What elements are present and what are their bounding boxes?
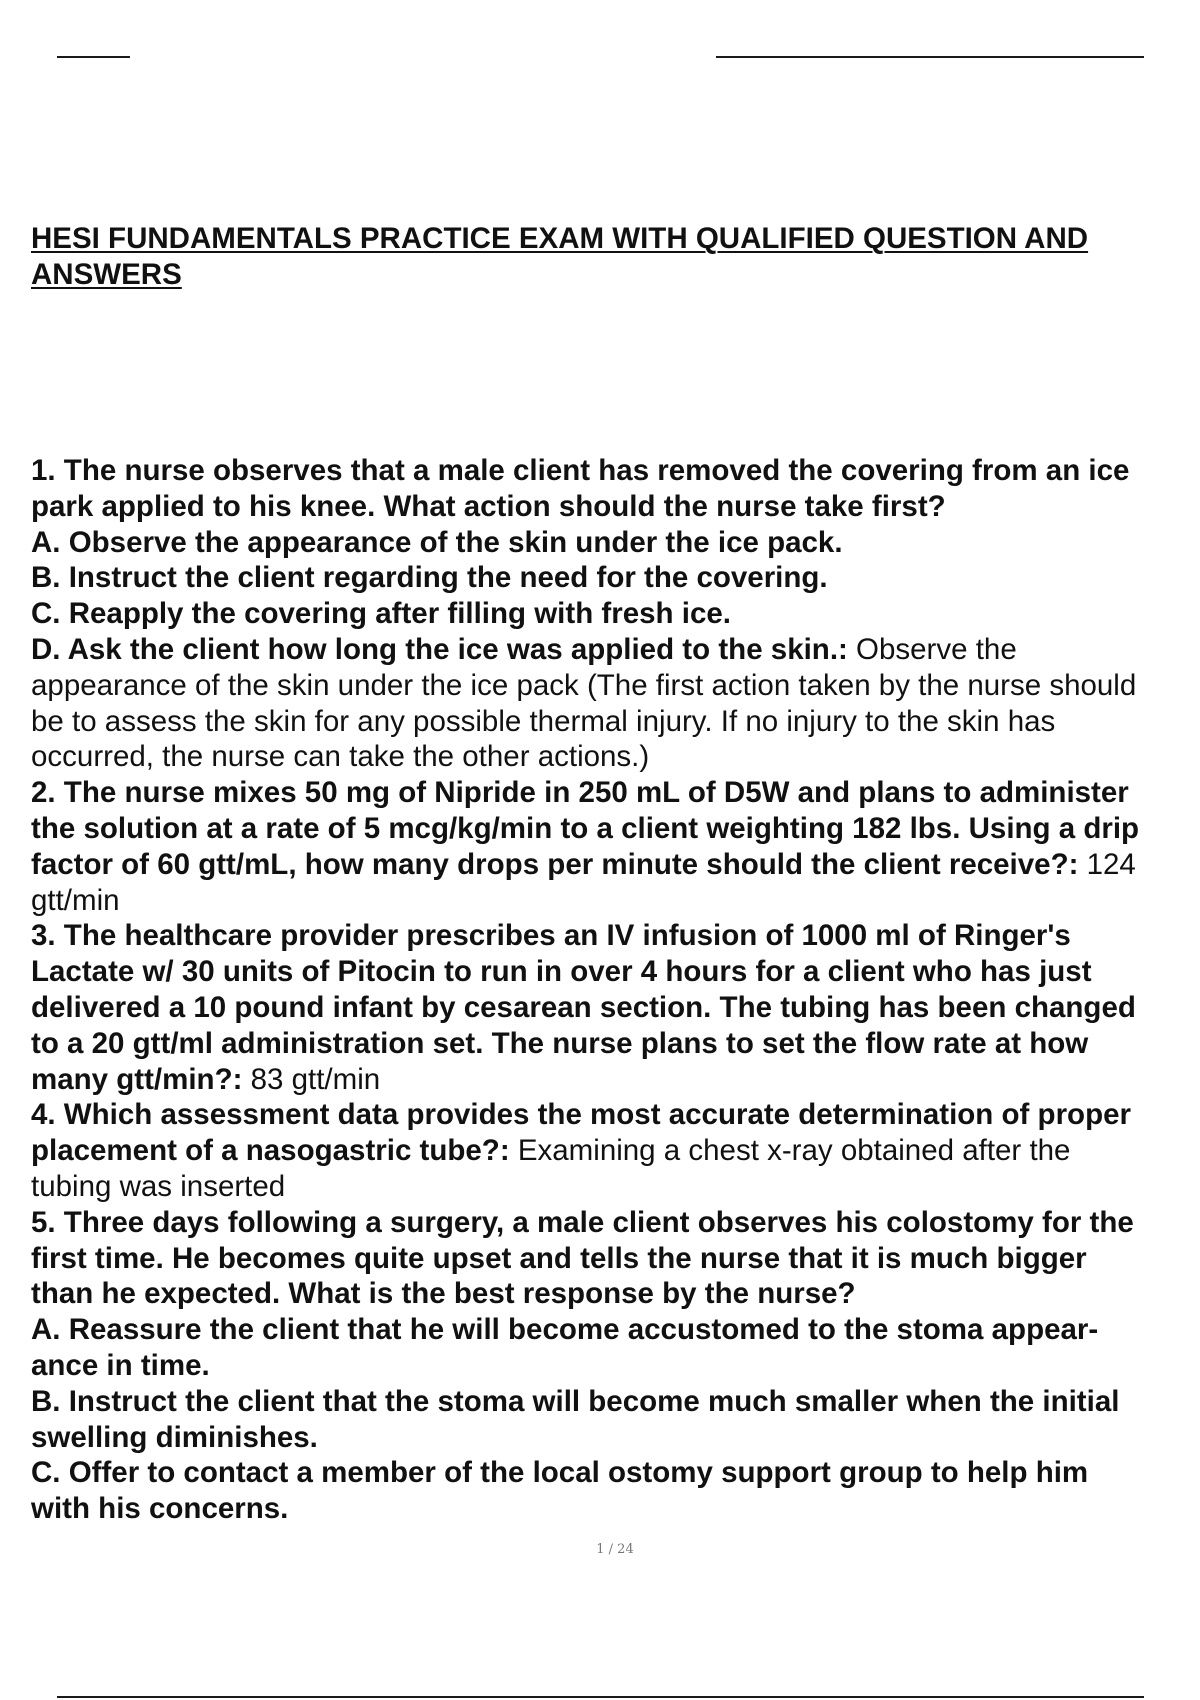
text-line bbox=[31, 1205, 1200, 1241]
question-text: the solution at a rate of 5 mcg/kg/min to a client weighting 182 lbs. Using a drip bbox=[31, 811, 1140, 845]
footer-rule bbox=[57, 1696, 1144, 1698]
text-line bbox=[31, 525, 1200, 561]
text-line bbox=[31, 1312, 1200, 1348]
question-text: 5. Three days following a surgery, a male client observes his colostomy for the bbox=[31, 1205, 1134, 1239]
document-title bbox=[31, 221, 1200, 293]
text-line bbox=[31, 1097, 1200, 1133]
answer-text: gtt/min bbox=[31, 883, 120, 917]
question-text: C. Offer to contact a member of the local ostomy support group to help him bbox=[31, 1456, 1089, 1490]
question-text: with his concerns. bbox=[31, 1492, 289, 1526]
text-line bbox=[31, 775, 1200, 811]
question-text: Lactate w/ 30 units of Pitocin to run in over 4 hours for a client who has just bbox=[31, 955, 1092, 989]
question-text: B. Instruct the client that the stoma will become much smaller when the initial bbox=[31, 1384, 1120, 1418]
question-text: delivered a 10 pound infant by cesarean section. The tubing has been changed bbox=[31, 990, 1136, 1024]
text-line bbox=[31, 1491, 1200, 1527]
text-line bbox=[31, 811, 1200, 847]
page-number: 1 / 24 bbox=[596, 1542, 634, 1557]
text-line bbox=[31, 1133, 1200, 1169]
question-text: D. Ask the client how long the ice was applied to the skin.: bbox=[31, 632, 848, 666]
text-line bbox=[31, 1455, 1200, 1491]
text-line bbox=[31, 1169, 1200, 1205]
text-line bbox=[31, 1384, 1200, 1420]
question-text: first time. He becomes quite upset and tells the nurse that it is much bigger bbox=[31, 1241, 1087, 1275]
text-line bbox=[31, 489, 1200, 525]
question-text: A. Reassure the client that he will become accustomed to the stoma appear- bbox=[31, 1313, 1099, 1347]
document-title-line-1: HESI FUNDAMENTALS PRACTICE EXAM WITH QUALIFIED QUESTION AND bbox=[31, 222, 1089, 255]
question-text: than he expected. What is the best response by the nurse? bbox=[31, 1277, 856, 1311]
question-text: 1. The nurse observes that a male client has removed the covering from an ice bbox=[31, 454, 1130, 487]
question-text: A. Observe the appearance of the skin under the ice pack. bbox=[31, 525, 843, 559]
text-line bbox=[31, 918, 1200, 954]
text-line bbox=[31, 1276, 1200, 1312]
answer-text: be to assess the skin for any possible thermal injury. If no injury to the skin has bbox=[31, 704, 1056, 738]
question-text: C. Reapply the covering after filling with fresh ice. bbox=[31, 597, 731, 631]
text-line bbox=[31, 560, 1200, 596]
question-list bbox=[31, 453, 1200, 1527]
answer-text: Examining a chest x-ray obtained after the bbox=[509, 1134, 1071, 1168]
text-line bbox=[31, 847, 1200, 883]
question-text: factor of 60 gtt/mL, how many drops per minute should the client receive?: bbox=[31, 847, 1079, 881]
text-line bbox=[31, 668, 1200, 704]
question-text: 3. The healthcare provider prescribes an IV infusion of 1000 ml of Ringer's bbox=[31, 919, 1071, 953]
text-line bbox=[31, 1348, 1200, 1384]
question-text: 4. Which assessment data provides the most accurate determination of proper bbox=[31, 1098, 1131, 1132]
text-line bbox=[31, 739, 1200, 775]
answer-text: appearance of the skin under the ice pack (The first action taken by the nurse should bbox=[31, 668, 1137, 702]
question-text: park applied to his knee. What action should the nurse take first? bbox=[31, 489, 946, 523]
text-line bbox=[31, 954, 1200, 990]
text-line bbox=[31, 1026, 1200, 1062]
text-line bbox=[31, 990, 1200, 1026]
text-line bbox=[31, 596, 1200, 632]
question-text: many gtt/min?: bbox=[31, 1062, 243, 1096]
answer-text: occurred, the nurse can take the other actions.) bbox=[31, 740, 650, 774]
question-text: to a 20 gtt/ml administration set. The nurse plans to set the flow rate at how bbox=[31, 1026, 1089, 1060]
question-text: 2. The nurse mixes 50 mg of Nipride in 250 mL of D5W and plans to administer bbox=[31, 776, 1129, 810]
question-text: placement of a nasogastric tube?: bbox=[31, 1134, 510, 1168]
text-line bbox=[31, 1241, 1200, 1277]
text-line bbox=[31, 704, 1200, 740]
text-line bbox=[31, 1062, 1200, 1098]
text-line bbox=[31, 1420, 1200, 1456]
question-text: ance in time. bbox=[31, 1348, 210, 1382]
answer-text: Observe the bbox=[847, 632, 1017, 666]
text-line bbox=[31, 883, 1200, 919]
answer-text: 124 bbox=[1078, 847, 1136, 881]
text-line bbox=[31, 453, 1200, 489]
document-title-line-2: ANSWERS bbox=[31, 258, 182, 291]
question-text: swelling diminishes. bbox=[31, 1420, 318, 1454]
answer-text: 83 gtt/min bbox=[242, 1062, 381, 1096]
header-rule-left bbox=[57, 56, 130, 58]
question-text: B. Instruct the client regarding the need for the covering. bbox=[31, 561, 828, 595]
answer-text: tubing was inserted bbox=[31, 1169, 286, 1203]
header-rule-right bbox=[716, 56, 1144, 58]
text-line bbox=[31, 632, 1200, 668]
